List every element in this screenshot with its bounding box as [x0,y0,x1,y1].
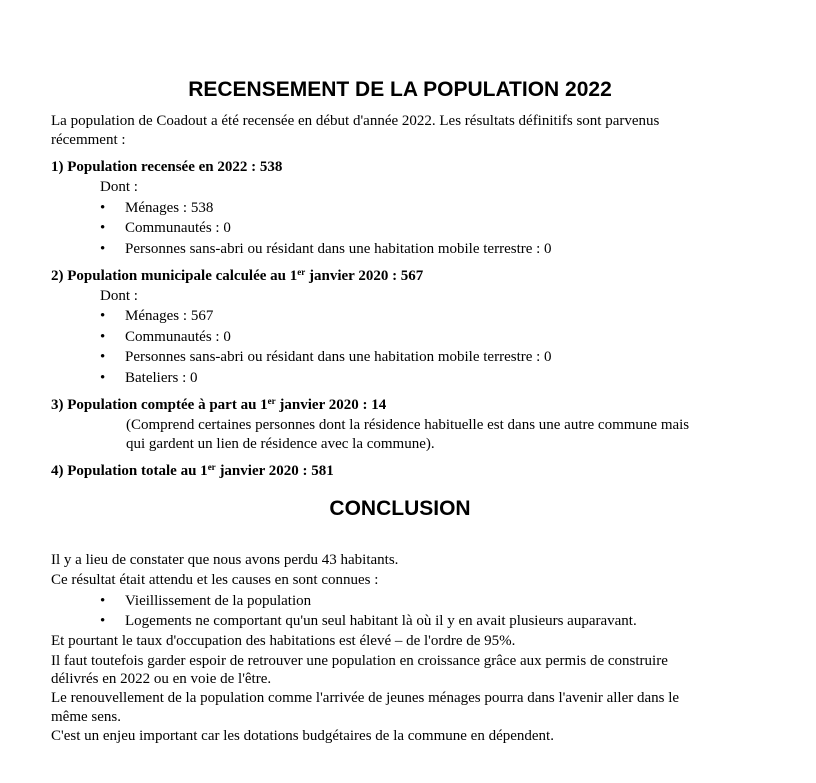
intro-line-1: La population de Coadout a été recensée en début d'année 2022. Les résultats définitifs sont parvenus [51,113,660,129]
section-3-note-line-2: qui gardent un lien de résidence avec la commune). [126,436,435,452]
document-page: RECENSEMENT DE LA POPULATION 2022 La population de Coadout a été recensée en début d'année 2022. Les résultats définitifs sont parvenus récemment : 1) Population recensée en 2022 : 538 Dont : • Ménages : 538 • Communautés : 0 • Personnes sans-abri ou résidant dans une habitation mobile terrestre : 0 2) Population municipale calculée au 1er janvier 2020 : 567 Dont : • Ménages : 567 • Communautés : 0 • Personnes sans-abri ou résidant dans une habitation mobile terrestre : 0 • Bateliers : 0 3) Population comptée à part au 1er janvier 2020 : 14 (Comprend certaines personnes dont la résidence habituelle est dans une autre commune mais qui gardent un lien de résidence avec la commune). 4) Population totale au 1er janvier 2020 : 581 CONCLUSION Il y a lieu de constater que nous avons perdu 43 habitants. Ce résultat était attendu et les causes en sont connues : • Vieillissement de la population • Logements ne comportant qu'un seul habitant là où il y en avait plusieurs auparavant. Et pourtant le taux d'occupation des habitations est élevé – de l'ordre de 95%. Il faut toutefois garder espoir de retrouver une population en croissance grâce aux permis de construire délivrés en 2022 ou en voie de l'être. Le renouvellement de la population comme l'arrivée de jeunes ménages pourra dans l'avenir aller dans le même sens. C'est un enjeu important car les dotations budgétaires de la commune en dépendent. [0,0,816,783]
conclusion-line-1: Il y a lieu de constater que nous avons perdu 43 habitants. [51,552,399,568]
section-2-heading: 2) Population municipale calculée au 1er janvier 2020 : 567 [51,267,424,284]
intro-line-2: récemment : [51,132,126,148]
bullet-icon: • [100,220,106,236]
section-3-heading: 3) Population comptée à part au 1er janvier 2020 : 14 [51,396,387,413]
conclusion-line-5a: Le renouvellement de la population comme l'arrivée de jeunes ménages pourra dans l'avenir aller dans le [51,690,680,706]
conclusion-line-3: Et pourtant le taux d'occupation des habitations est élevé – de l'ordre de 95%. [51,633,516,649]
conclusion-line-5b: même sens. [51,709,121,725]
bullet-icon: • [100,308,106,324]
conclusion-line-4b: délivrés en 2022 ou en voie de l'être. [51,671,272,687]
section-3-note-line-1: (Comprend certaines personnes dont la résidence habituelle est dans une autre commune mais [126,417,690,433]
bullet-icon: • [100,370,106,386]
section-2-dont: Dont : [100,288,138,304]
conclusion-line-4a: Il faut toutefois garder espoir de retrouver une population en croissance grâce aux permis de construire [51,653,668,669]
bullet-icon: • [100,613,106,629]
conclusion-line-2: Ce résultat était attendu et les causes en sont connues : [51,572,379,588]
bullet-icon: • [100,200,106,216]
section-1-dont: Dont : [100,179,138,195]
section-1-heading: 1) Population recensée en 2022 : 538 [51,159,283,175]
bullet-icon: • [100,593,106,609]
bullet-icon: • [100,349,106,365]
conclusion-title: CONCLUSION [329,497,471,520]
bullet-icon: • [100,329,106,345]
section-4-heading: 4) Population totale au 1er janvier 2020 : 581 [51,462,334,479]
bullet-icon: • [100,241,106,257]
conclusion-line-6: C'est un enjeu important car les dotations budgétaires de la commune en dépendent. [51,728,554,744]
page-title: RECENSEMENT DE LA POPULATION 2022 [188,78,612,101]
